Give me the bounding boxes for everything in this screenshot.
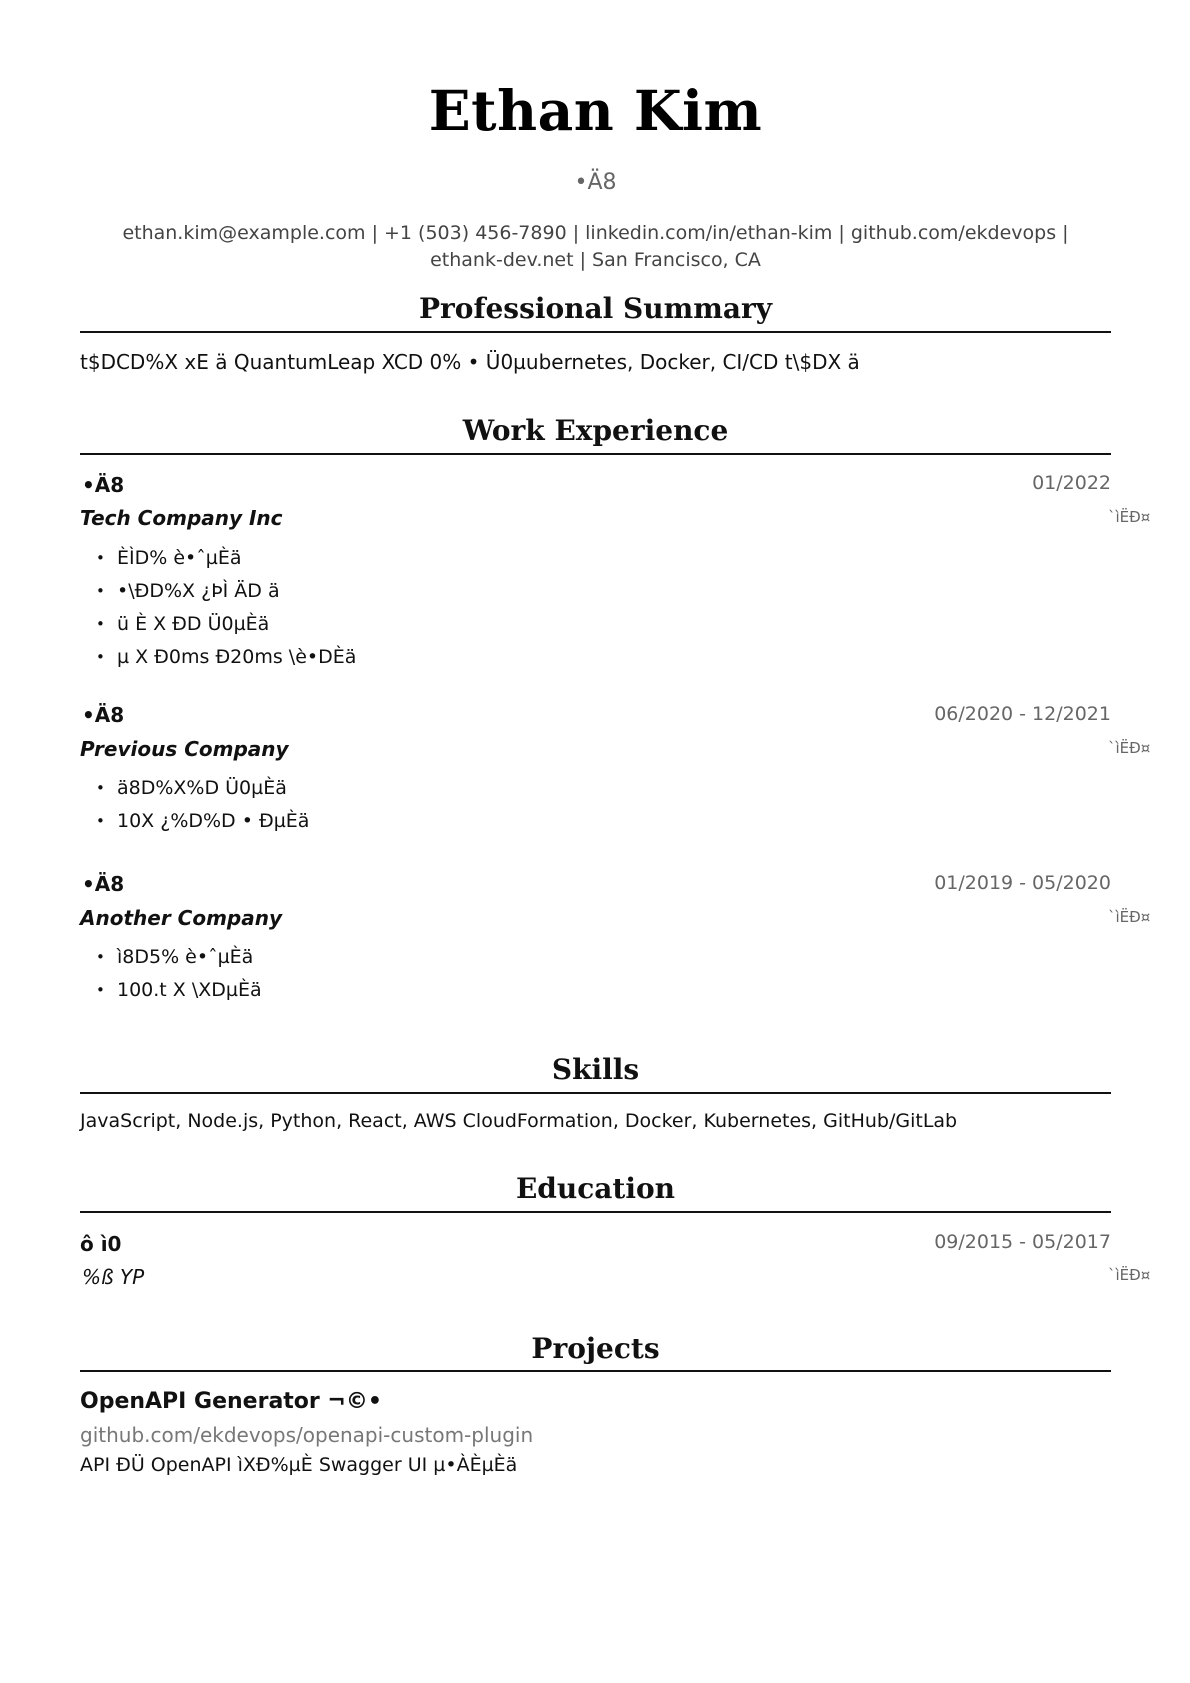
job-title: •Ä8	[82, 703, 125, 727]
project-description: API ÐÜ OpenAPI ìXÐ%µÈ Swagger UI µ•ÀÈµÈä	[80, 1454, 518, 1476]
skills-text: JavaScript, Node.js, Python, React, AWS CloudFormation, Docker, Kubernetes, GitHub/GitLab	[80, 1110, 958, 1132]
resume-page	[80, 0, 1151, 1683]
education-divider	[80, 1211, 1111, 1213]
skills-divider	[80, 1092, 1111, 1094]
list-item: • 100.t X \XDµÈä	[80, 974, 262, 1007]
education-heading: Education	[515, 1172, 676, 1205]
job-location: `ìËÐ¤	[1108, 908, 1151, 926]
job-company: Another Company	[80, 906, 282, 930]
job-location: `ìËÐ¤	[1108, 508, 1151, 526]
list-item: • •\ÐD%X ¿ÞÌ ÄD ä	[80, 575, 356, 608]
experience-divider	[80, 453, 1111, 455]
project-link[interactable]: github.com/ekdevops/openapi-custom-plugin	[80, 1423, 534, 1447]
list-item: • ì8D5% è•ˆµÈä	[80, 941, 262, 974]
candidate-name: Ethan Kim	[428, 78, 763, 143]
contact-info	[80, 220, 1111, 274]
list-item: • ä8D%X%D Ü0µÈä	[80, 772, 309, 805]
job-company: Previous Company	[80, 737, 289, 761]
candidate-title: •Ä8	[574, 170, 617, 195]
summary-heading: Professional Summary	[418, 292, 773, 325]
job-bullets	[80, 772, 309, 838]
education-date: 09/2015 - 05/2017	[934, 1231, 1111, 1253]
list-item: • µ X Ð0ms Ð20ms \è•DÈä	[80, 641, 356, 674]
job-date: 01/2019 - 05/2020	[934, 872, 1111, 894]
summary-divider	[80, 331, 1111, 333]
list-item: • ÈÌD% è•ˆµÈä	[80, 542, 356, 575]
education-degree: %ß YP	[82, 1265, 145, 1289]
projects-heading: Projects	[531, 1332, 660, 1365]
job-location: `ìËÐ¤	[1108, 739, 1151, 757]
contact-line-2: ethank-dev.net | San Francisco, CA	[430, 249, 761, 271]
job-bullets	[80, 542, 356, 674]
job-title: •Ä8	[82, 473, 125, 497]
job-company: Tech Company Inc	[80, 506, 283, 530]
job-bullets	[80, 941, 262, 1007]
list-item: • ü È X ÐD Ü0µÈä	[80, 608, 356, 641]
job-date: 06/2020 - 12/2021	[934, 703, 1111, 725]
list-item: • 10X ¿%D%D • ÐµÈä	[80, 805, 309, 838]
project-name: OpenAPI Generator ¬©•	[80, 1389, 382, 1414]
education-location: `ìËÐ¤	[1108, 1266, 1151, 1284]
skills-heading: Skills	[551, 1053, 640, 1086]
job-title: •Ä8	[82, 872, 125, 896]
summary-text: t$DCD%X xE ä QuantumLeap XCD 0% • Ü0µubernetes, Docker, CI/CD t\$DX ä	[80, 350, 860, 374]
education-institution: ô ì0	[80, 1232, 122, 1256]
experience-heading: Work Experience	[462, 414, 729, 447]
contact-line-1: ethan.kim@example.com | +1 (503) 456-7890 | linkedin.com/in/ethan-kim | github.com/ekdevops |	[122, 222, 1069, 244]
projects-divider	[80, 1370, 1111, 1372]
job-date: 01/2022	[1032, 472, 1111, 494]
